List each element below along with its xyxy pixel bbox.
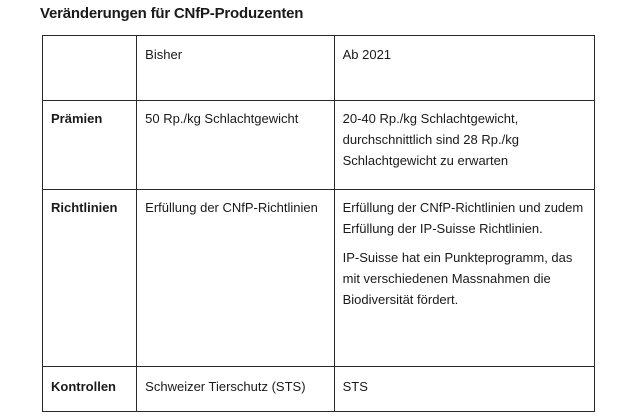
cell-kontrollen-bisher: Schweizer Tierschutz (STS) [137,367,334,412]
cell-paragraph: IP-Suisse hat ein Punkteprogramm, das mit verschiedenen Massnahmen die Biodiversität fördert. [342,250,573,307]
cell-richtlinien-bisher: Erfüllung der CNfP-Richtlinien [137,190,334,367]
row-label-praemien: Prämien [43,101,137,190]
cell-praemien-ab-2021 [334,101,594,190]
header-cell-empty [43,36,137,101]
cell-paragraph: STS [342,379,368,394]
cell-paragraph: 20-40 Rp./kg Schlachtgewicht, durchschnittlich sind 28 Rp./kg Schlachtgewicht zu erwarten [342,111,519,168]
cell-richtlinien-ab-2021 [334,190,594,367]
row-label-richtlinien: Richtlinien [43,190,137,367]
cell-paragraph: Erfüllung der CNfP-Richtlinien und zudem Erfüllung der IP-Suisse Richtlinien. [342,200,584,236]
cell-kontrollen-ab-2021 [334,367,594,412]
page-title: Veränderungen für CNfP-Produzenten [40,5,304,22]
cell-praemien-bisher: 50 Rp./kg Schlachtgewicht [137,101,334,190]
table-header-row [43,36,595,101]
row-label-kontrollen: Kontrollen [43,367,137,412]
table-row-richtlinien [43,190,595,367]
header-cell-ab-2021: Ab 2021 [334,36,594,101]
comparison-table [42,35,595,412]
table-row-kontrollen [43,367,595,412]
header-cell-bisher: Bisher [137,36,334,101]
table-row-praemien [43,101,595,190]
